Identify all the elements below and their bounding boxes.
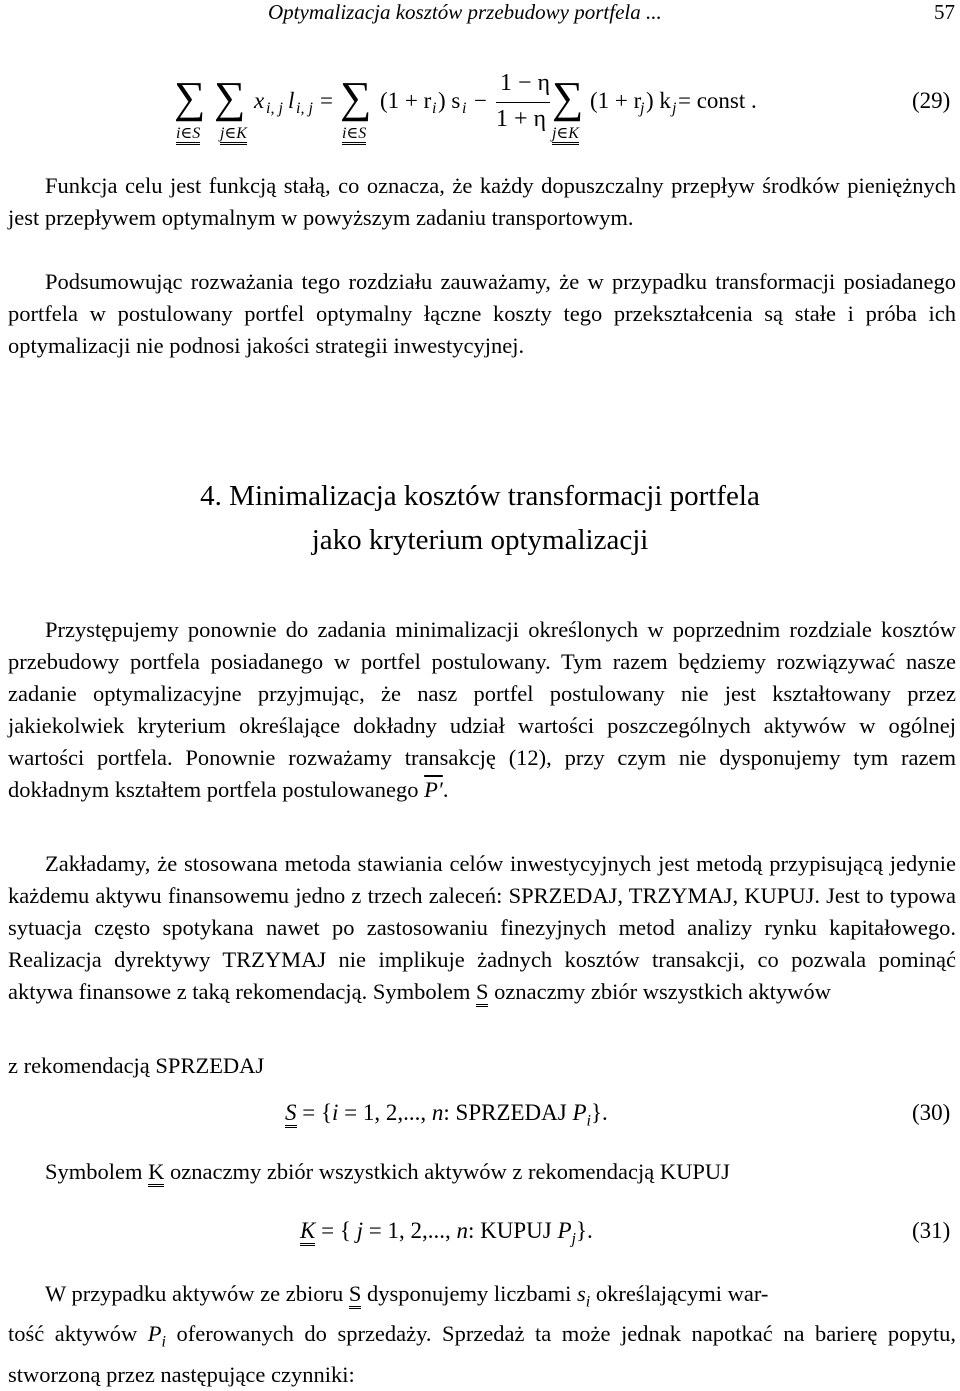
equals-sign: = — [320, 88, 333, 113]
section-heading — [0, 474, 960, 562]
paragraph-4: Zakładamy, że stosowana metoda stawiania celów inwestycyjnych jest metodą przypisującą jedynie każdemu aktywu finansowemu jedno z trzech zaleceń: SPRZEDAJ, TRZYMAJ, KUPUJ. Jest to typowa sytuacja często spotykana nawet po zastosowaniu finezyjnych metod analizy rynku kapitałowego. Realizacja dyrektywy TRZYMAJ nie implikuje żadnych kosztów transakcji, co pozwala pominąć aktywa finansowe z taką rekomendacją. Symbolem S oznaczmy zbiór wszystkich aktywów — [8, 848, 956, 1008]
rhs-term2-k: ) k — [646, 88, 671, 113]
equation-number-30: (30) — [912, 1100, 951, 1125]
sum-index-i2: i∈S — [342, 125, 366, 145]
sum-symbol-i2: ∑ — [340, 73, 372, 122]
equation-31: K = { j = 1, 2,..., n: KUPUJ $P_j$}. — [300, 1218, 593, 1248]
section-heading-line2: jako kryterium optymalizacji — [311, 524, 649, 556]
lhs-l-sub: i, j — [296, 100, 313, 117]
rhs-const: = const . — [678, 88, 757, 113]
paragraph-5: Symbolem K oznaczmy zbiór wszystkich aktywów z rekomendacją KUPUJ — [45, 1156, 945, 1188]
paragraph-2: Podsumowując rozważania tego rozdziału zauważamy, że w przypadku transformacji posiadanego portfela w postulowany portfel optymalny łączne koszty tego przekształcenia są stałe i próba ich optymalizacji nie podnosi jakości strategii inwestycyjnej. — [8, 269, 956, 358]
set-s-symbol: S — [476, 979, 489, 1007]
running-title: Optymalizacja kosztów przebudowy portfela ... — [268, 0, 662, 24]
equation-30: S = {i = 1, 2,..., n: SPRZEDAJ $P_i$}. — [285, 1100, 608, 1130]
paragraph-3: Przystępujemy ponownie do zadania minimalizacji określonych w poprzednim rozdziale kosztów przebudowy portfela posiadanego w portfel postulowany. Tym razem będziemy rozwiązywać nasze zadanie optymalizacyjne przyjmując, że nasz portfel postulowany nie jest kształtowany przez jakiekolwiek kryterium określające dokładny udział wartości poszczególnych aktywów w ogólnej wartości portfela. Ponownie rozważamy transakcję (12), przy czym nie dysponujemy tym razem dokładnym kształtem portfela postulowanego P′. — [8, 617, 956, 802]
set-k-symbol: K — [148, 1159, 164, 1187]
equation-29: ∑ ∑ i∈S j∈K x i, j l i, j = ∑ i∈S (1 + r i ) s i − 1 − η 1 + η ∑ j∈K (1 + r j ) k j = const . (29) — [170, 68, 960, 158]
page-number: 57 — [934, 0, 955, 24]
lhs-l: l — [288, 88, 295, 113]
paragraph-6-rest: tość aktywów $P_i$ oferowanych do sprzedaży. Sprzedaż ta może jednak napotkać na barierę popytu, stworzoną przez następujące czynniki: — [8, 1321, 957, 1387]
sum-symbol-i: ∑ — [174, 73, 206, 122]
eq30-set: S — [285, 1100, 297, 1128]
set-s-symbol-2: S — [349, 1281, 362, 1309]
page-header — [0, 0, 960, 28]
fraction-bar — [496, 102, 550, 103]
equation-number-29: (29) — [912, 88, 951, 113]
section-heading-line1: 4. Minimalizacja kosztów transformacji portfela — [200, 480, 760, 512]
lhs-x: x — [254, 88, 265, 113]
portfolio-symbol: P′ — [424, 777, 443, 802]
sum-symbol-j2: ∑ — [552, 73, 584, 122]
fraction-denominator: 1 + η — [496, 106, 547, 132]
fraction-numerator: 1 − η — [500, 70, 551, 96]
sum-index-j2: j∈K — [552, 125, 579, 145]
eq31-set: K — [300, 1218, 315, 1246]
rhs-term2: (1 + r — [590, 88, 642, 113]
lhs-x-sub: i, j — [266, 100, 283, 117]
rhs-term1: (1 + r — [380, 88, 432, 113]
sum-index-i: i∈S — [176, 125, 200, 145]
sum-index-j: j∈K — [220, 125, 247, 145]
paragraph-1: Funkcja celu jest funkcją stałą, co oznacza, że każdy dopuszczalny przepływ środków pieniężnych jest przepływem optymalnym w powyższym zadaniu transportowym. — [8, 173, 956, 230]
equation-number-31: (31) — [912, 1218, 951, 1243]
sum-symbol-j: ∑ — [214, 73, 246, 122]
paragraph-6-line1: W przypadku aktywów ze zbioru S dysponujemy liczbami $s_i$ określającymi war- — [45, 1281, 769, 1311]
rhs-term1-s: ) s — [438, 88, 461, 113]
paragraph-4-last-line: z rekomendacją SPRZEDAJ — [8, 1053, 265, 1078]
